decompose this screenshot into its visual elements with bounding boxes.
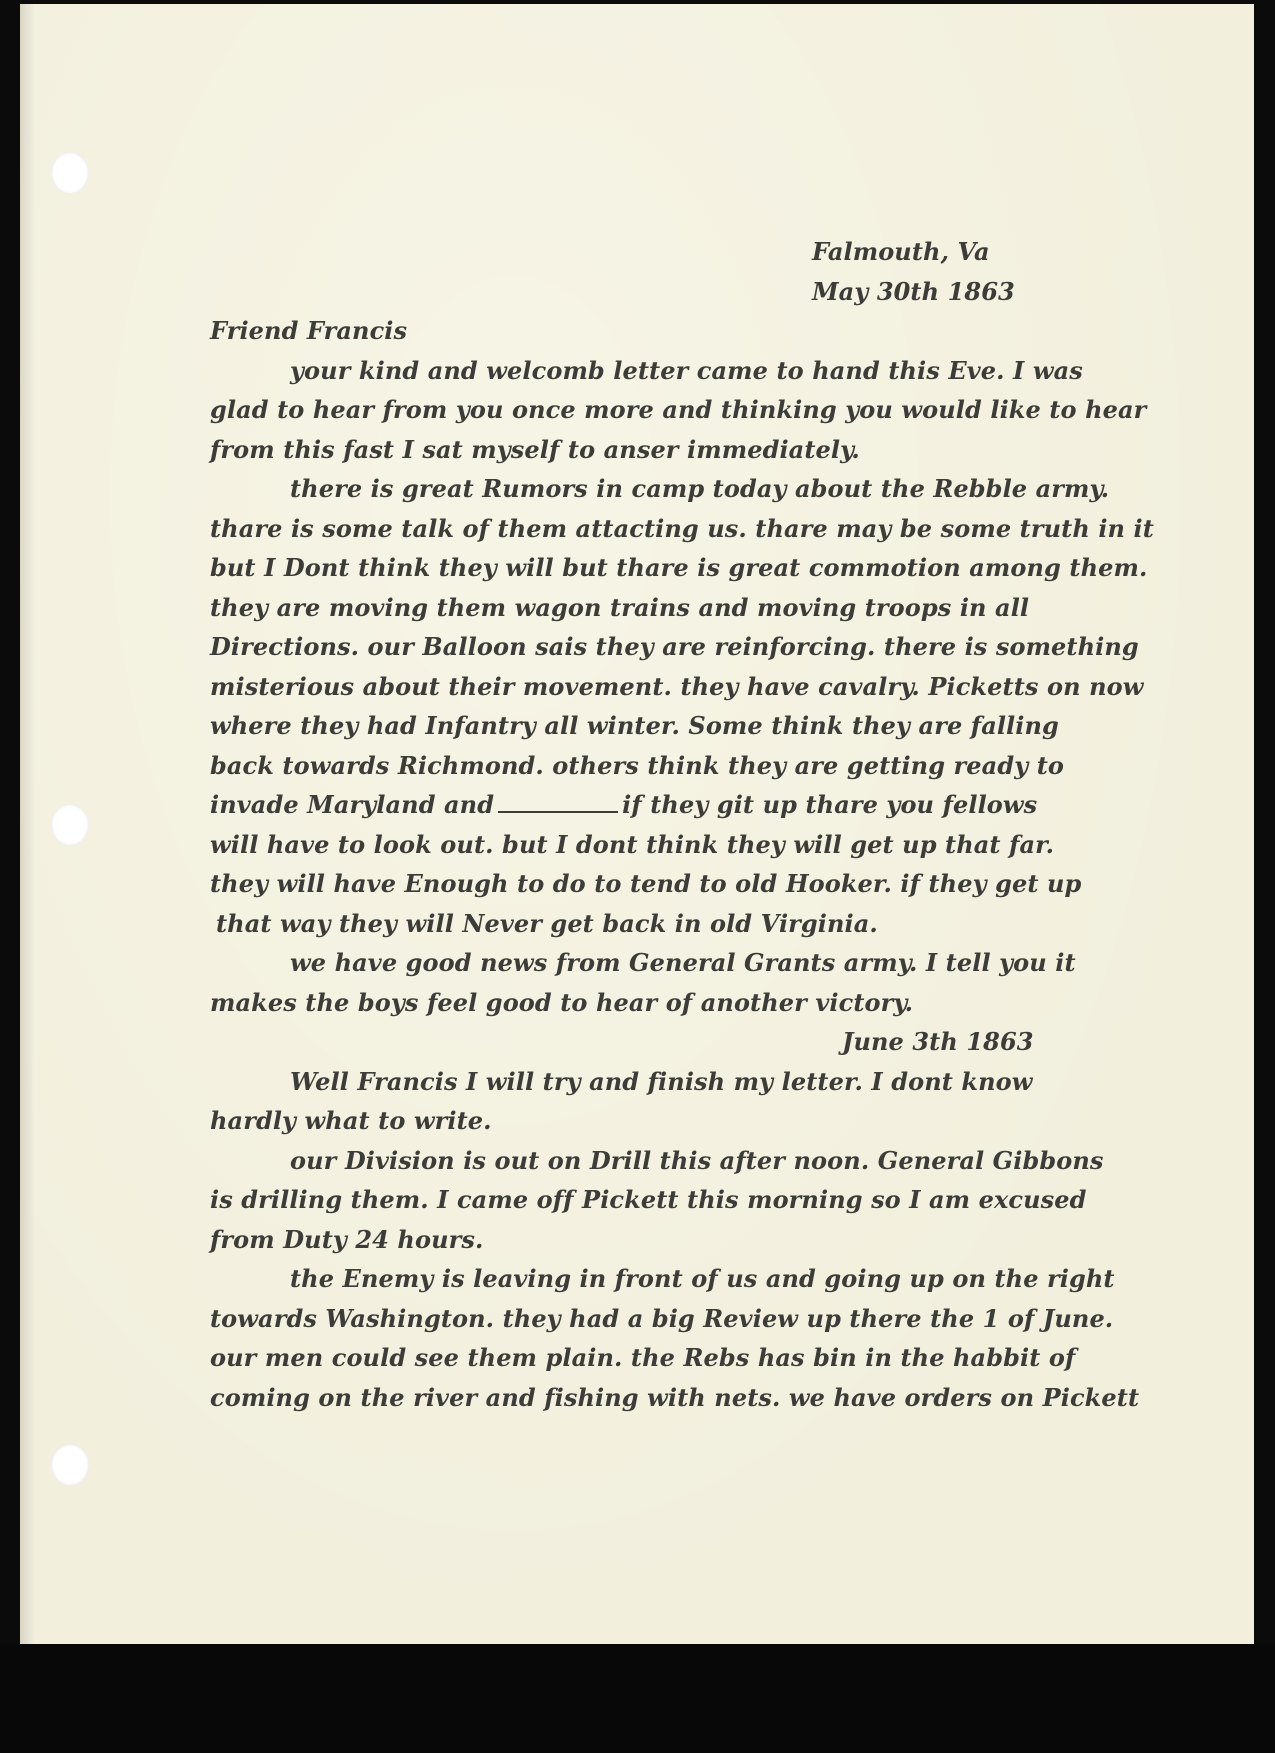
letter-line: Directions. our Balloon sais they are reinforcing. there is something	[210, 632, 1139, 661]
letter-line: from Duty 24 hours.	[210, 1224, 484, 1254]
letter-date: May 30th 1863	[812, 276, 1015, 306]
letter-salutation: Friend Francis	[210, 316, 408, 345]
letter-line: that way they will Never get back in old Virginia.	[216, 908, 878, 938]
letter-line: our men could see them plain. the Rebs has bin in the habbit of	[210, 1343, 1076, 1372]
letter-line: there is great Rumors in camp today about the Rebble army.	[290, 474, 1110, 503]
blank-underline	[498, 793, 618, 813]
letter-line: we have good news from General Grants army. I tell you it	[290, 948, 1076, 977]
letter-line: but I Dont think they will but thare is great commotion among them.	[210, 553, 1148, 582]
letter-line: Well Francis I will try and finish my letter. I dont know	[290, 1066, 1033, 1096]
gutter-shadow	[21, 4, 35, 1644]
letter-line: back towards Richmond. others think they are getting ready to	[210, 750, 1064, 780]
punch-hole-middle	[51, 804, 89, 846]
letter-line: the Enemy is leaving in front of us and going up on the right	[290, 1264, 1115, 1293]
letter-line: misterious about their movement. they have cavalry. Picketts on now	[210, 671, 1144, 701]
letter-line: coming on the river and fishing with nets. we have orders on Pickett	[210, 1382, 1140, 1412]
letter-line: hardly what to write.	[210, 1106, 492, 1135]
letter-body	[210, 232, 1154, 1417]
punch-hole-top	[51, 152, 89, 194]
letter-line: is drilling them. I came off Pickett this morning so I am excused	[210, 1185, 1087, 1214]
letter-place: Falmouth, Va	[812, 237, 990, 266]
letter-line: our Division is out on Drill this after noon. General Gibbons	[290, 1145, 1104, 1175]
letter-date-second: June 3th 1863	[842, 1027, 1034, 1056]
letter-line: glad to hear from you once more and thinking you would like to hear	[210, 395, 1147, 424]
letter-line-part: invade Maryland and	[210, 790, 495, 819]
letter-line: where they had Infantry all winter. Some think they are falling	[210, 711, 1059, 740]
letter-line: your kind and welcomb letter came to hand this Eve. I was	[290, 355, 1083, 385]
letter-line: towards Washington. they had a big Review up there the 1 of June.	[210, 1303, 1114, 1333]
letter-line: thare is some talk of them attacting us. thare may be some truth in it	[210, 513, 1154, 543]
letter-line-part: if they git up thare you fellows	[622, 790, 1038, 819]
scanner-bed	[0, 1644, 1275, 1753]
letter-line: from this fast I sat myself to anser immediately.	[210, 434, 860, 464]
letter-line: makes the boys feel good to hear of another victory.	[210, 987, 914, 1017]
letter-line: they are moving them wagon trains and moving troops in all	[210, 592, 1030, 622]
punch-hole-bottom	[51, 1444, 89, 1486]
letter-line-with-blank	[210, 785, 1130, 825]
letter-line: will have to look out. but I dont think they will get up that far.	[210, 829, 1055, 859]
letter-line: they will have Enough to do to tend to old Hooker. if they get up	[210, 869, 1082, 898]
